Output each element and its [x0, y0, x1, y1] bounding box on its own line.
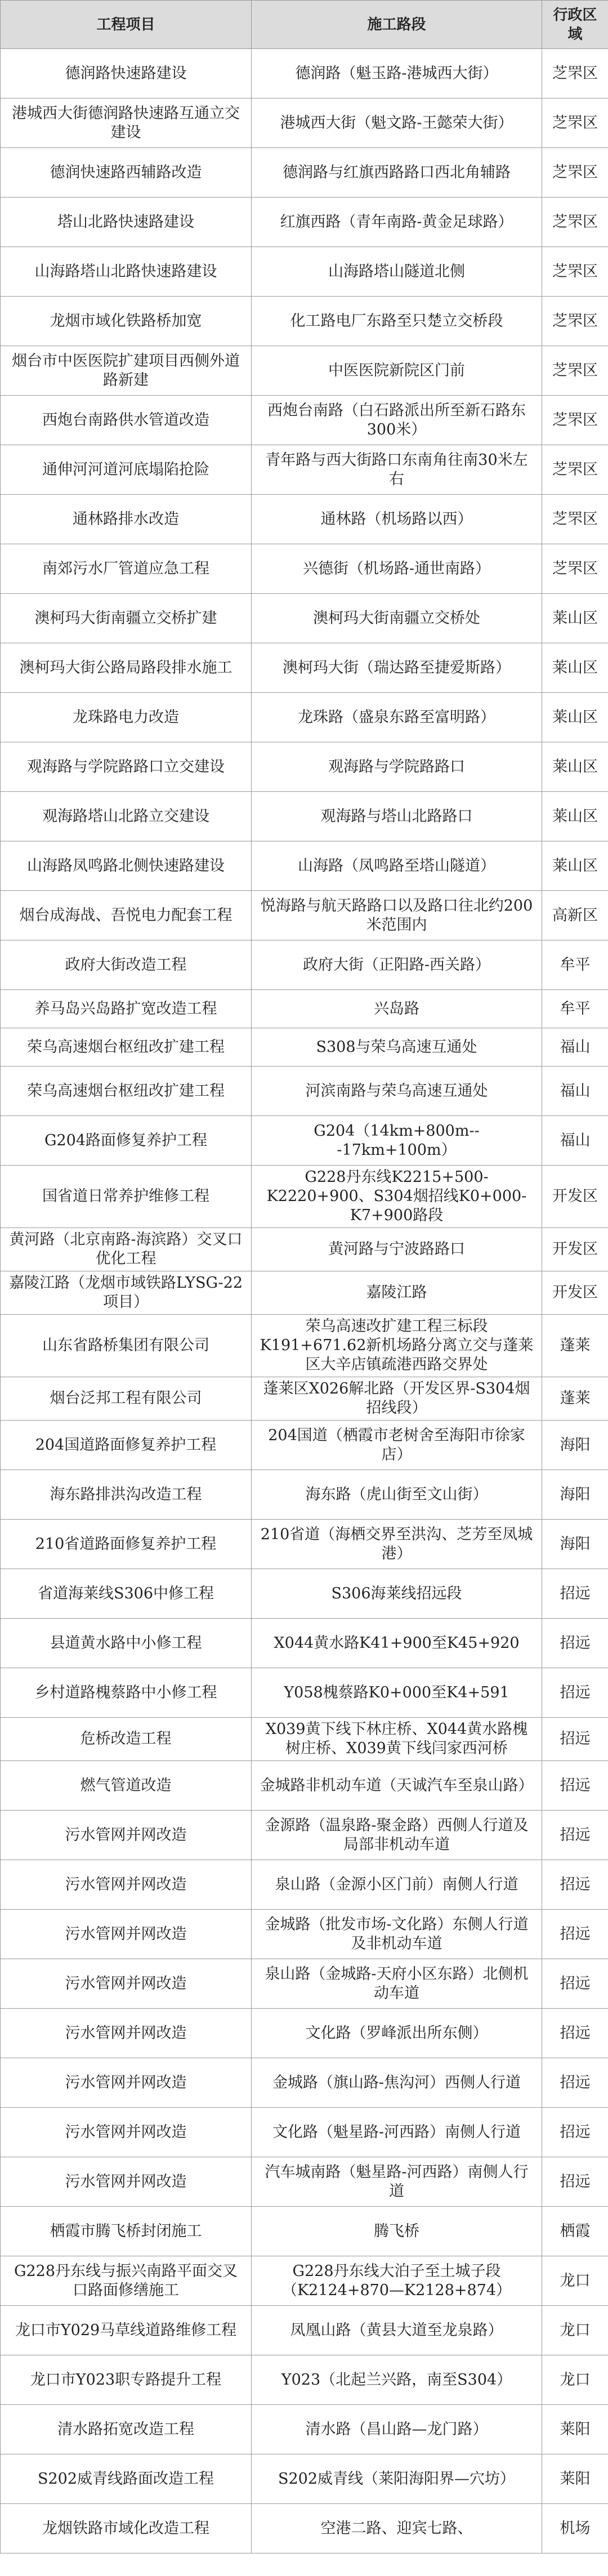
cell-project: 栖霞市腾飞桥封闭施工 [1, 2207, 252, 2256]
table-row [1, 148, 608, 198]
cell-district: 莱山区 [542, 742, 608, 792]
cell-project: 塔山北路快速路建设 [1, 198, 252, 247]
cell-district: 龙口 [542, 2256, 608, 2306]
cell-section: 204国道（栖霞市老树舍至海阳市徐家店） [252, 1421, 542, 1470]
cell-district: 莱山区 [542, 841, 608, 891]
cell-section: 西炮台南路（白石路派出所至新石路东300米） [252, 396, 542, 445]
cell-district: 芝罘区 [542, 148, 608, 198]
table-row [1, 1315, 608, 1377]
cell-project: 污水管网并网改造 [1, 2058, 252, 2108]
cell-district: 开发区 [542, 1228, 608, 1271]
cell-project: 污水管网并网改造 [1, 2009, 252, 2058]
cell-project: 危桥改造工程 [1, 1718, 252, 1761]
table-row [1, 247, 608, 297]
table-row [1, 2009, 608, 2058]
cell-district: 福山 [542, 1067, 608, 1116]
table-row [1, 1619, 608, 1668]
cell-district: 蓬莱 [542, 1377, 608, 1421]
table-row [1, 940, 608, 990]
cell-project: S202威青线路面改造工程 [1, 2454, 252, 2504]
table-row [1, 1959, 608, 2009]
table-row [1, 1166, 608, 1228]
table-row [1, 2108, 608, 2157]
table-row [1, 2207, 608, 2256]
cell-district: 招远 [542, 1619, 608, 1668]
cell-project: 204国道路面修复养护工程 [1, 1421, 252, 1470]
table-row [1, 1811, 608, 1860]
table-row [1, 1569, 608, 1619]
cell-section: G228丹东线K2215+500-K2220+900、S304烟招线K0+000-K7+900路段 [252, 1166, 542, 1228]
table-row [1, 2157, 608, 2207]
cell-project: 燃气管道改造 [1, 1761, 252, 1811]
cell-section: 观海路与塔山北路路口 [252, 792, 542, 841]
table-row [1, 891, 608, 940]
table-row [1, 2306, 608, 2355]
cell-project: 龙珠路电力改造 [1, 693, 252, 742]
table-row [1, 98, 608, 148]
table-row [1, 198, 608, 247]
cell-district: 招远 [542, 1668, 608, 1718]
table-row [1, 2454, 608, 2504]
cell-district: 芝罘区 [542, 49, 608, 98]
cell-section: 中医医院新院区门前 [252, 346, 542, 396]
table-row [1, 49, 608, 98]
cell-district: 福山 [542, 1116, 608, 1166]
cell-section: 凤凰山路（黄县大道至龙泉路） [252, 2306, 542, 2355]
cell-district: 芝罘区 [542, 247, 608, 297]
cell-project: 县道黄水路中小修工程 [1, 1619, 252, 1668]
cell-section: 龙珠路（盛泉东路至富明路） [252, 693, 542, 742]
cell-section: 悦海路与航天路路口以及路口往北约200米范围内 [252, 891, 542, 940]
cell-section: 清水路（昌山路—龙门路） [252, 2405, 542, 2454]
cell-district: 芝罘区 [542, 98, 608, 148]
table-row [1, 841, 608, 891]
table-row [1, 643, 608, 693]
table-body [1, 49, 608, 2553]
table-row [1, 297, 608, 346]
cell-project: 养马岛兴岛路扩宽改造工程 [1, 990, 252, 1028]
cell-project: 210省道路面修复养护工程 [1, 1520, 252, 1569]
cell-project: 清水路拓宽改造工程 [1, 2405, 252, 2454]
cell-project: 荣乌高速烟台枢纽改扩建工程 [1, 1067, 252, 1116]
cell-project: 通伸河河道河底塌陷抢险 [1, 445, 252, 495]
cell-project: 污水管网并网改造 [1, 1860, 252, 1910]
cell-project: 烟台泛邦工程有限公司 [1, 1377, 252, 1421]
cell-district: 龙口 [542, 2306, 608, 2355]
cell-district: 高新区 [542, 891, 608, 940]
table-row [1, 742, 608, 792]
cell-section: 港城西大街（魁文路-王懿荣大街） [252, 98, 542, 148]
table-row [1, 2405, 608, 2454]
cell-project: 政府大街改造工程 [1, 940, 252, 990]
cell-section: 化工路电厂东路至只楚立交桥段 [252, 297, 542, 346]
header-district: 行政区域 [542, 1, 608, 49]
cell-project: 龙口市Y023职专路提升工程 [1, 2355, 252, 2405]
cell-section: 澳柯玛大街（瑞达路至捷爱斯路） [252, 643, 542, 693]
cell-project: 乡村道路槐蔡路中小修工程 [1, 1668, 252, 1718]
cell-project: 烟台成海战、吾悦电力配套工程 [1, 891, 252, 940]
table-row [1, 792, 608, 841]
cell-section: 兴岛路 [252, 990, 542, 1028]
cell-project: 澳柯玛大街公路局路段排水施工 [1, 643, 252, 693]
cell-district: 莱山区 [542, 643, 608, 693]
table-row [1, 1761, 608, 1811]
cell-project: 龙烟铁路市域化改造工程 [1, 2504, 252, 2553]
cell-project: 省道海莱线S306中修工程 [1, 1569, 252, 1619]
cell-project: 山海路凤鸣路北侧快速路建设 [1, 841, 252, 891]
table-row [1, 594, 608, 643]
cell-section: 山海路（凤鸣路至塔山隧道） [252, 841, 542, 891]
cell-district: 芝罘区 [542, 396, 608, 445]
table-row [1, 1116, 608, 1166]
cell-project: 荣乌高速烟台枢纽改扩建工程 [1, 1028, 252, 1067]
cell-section: 河滨南路与荣乌高速互通处 [252, 1067, 542, 1116]
table-row [1, 990, 608, 1028]
cell-district: 海阳 [542, 1470, 608, 1520]
cell-section: 文化路（魁星路-河西路）南侧人行道 [252, 2108, 542, 2157]
cell-section: 泉山路（金城路-天府小区东路）北侧机动车道 [252, 1959, 542, 2009]
cell-section: 金城路（批发市场-文化路）东侧人行道及非机动车道 [252, 1910, 542, 1959]
cell-project: 德润路快速路建设 [1, 49, 252, 98]
cell-section: Y058槐蔡路K0+000至K4+591 [252, 1668, 542, 1718]
cell-project: 西炮台南路供水管道改造 [1, 396, 252, 445]
cell-section: 泉山路（金源小区门前）南侧人行道 [252, 1860, 542, 1910]
header-section: 施工路段 [252, 1, 542, 49]
table-row [1, 445, 608, 495]
cell-section: 兴德街（机场路-通世南路） [252, 544, 542, 594]
cell-project: 烟台市中医医院扩建项目西侧外道路新建 [1, 346, 252, 396]
cell-section: 汽车城南路（魁星路-河西路）南侧人行道 [252, 2157, 542, 2207]
cell-district: 开发区 [542, 1166, 608, 1228]
cell-project: 山海路塔山北路快速路建设 [1, 247, 252, 297]
cell-project: 龙烟市域化铁路桥加宽 [1, 297, 252, 346]
table-row [1, 1718, 608, 1761]
table-row [1, 1271, 608, 1315]
cell-district: 招远 [542, 2009, 608, 2058]
cell-district: 芝罘区 [542, 495, 608, 544]
cell-section: 山海路塔山隧道北侧 [252, 247, 542, 297]
table-row [1, 1228, 608, 1271]
cell-section: 德润路与红旗西路路口西北角辅路 [252, 148, 542, 198]
cell-section: 观海路与学院路路口 [252, 742, 542, 792]
cell-district: 福山 [542, 1028, 608, 1067]
cell-project: G228丹东线与振兴南路平面交叉口路面修缮施工 [1, 2256, 252, 2306]
cell-project: 澳柯玛大街南疆立交桥扩建 [1, 594, 252, 643]
cell-district: 招远 [542, 2058, 608, 2108]
cell-district: 招远 [542, 1910, 608, 1959]
cell-section: X039黄下线下林庄桥、X044黄水路槐树庄桥、X039黄下线闫家西河桥 [252, 1718, 542, 1761]
cell-project: 山东省路桥集团有限公司 [1, 1315, 252, 1377]
table-row [1, 1470, 608, 1520]
cell-district: 机场 [542, 2504, 608, 2553]
table-row [1, 544, 608, 594]
table-row [1, 1910, 608, 1959]
cell-section: 金源路（温泉路-聚金路）西侧人行道及局部非机动车道 [252, 1811, 542, 1860]
table-row [1, 1377, 608, 1421]
cell-section: 通林路（机场路以西） [252, 495, 542, 544]
table-row [1, 396, 608, 445]
cell-district: 招远 [542, 1959, 608, 2009]
cell-project: 国省道日常养护维修工程 [1, 1166, 252, 1228]
cell-district: 莱山区 [542, 792, 608, 841]
table-row [1, 2256, 608, 2306]
cell-section: 文化路（罗峰派出所东侧） [252, 2009, 542, 2058]
cell-project: 黄河路（北京南路-海滨路）交叉口优化工程 [1, 1228, 252, 1271]
cell-section: G204（14km+800m---17km+100m） [252, 1116, 542, 1166]
cell-district: 芝罘区 [542, 445, 608, 495]
cell-section: Y023（北起兰兴路，南至S304） [252, 2355, 542, 2405]
table-row [1, 2355, 608, 2405]
cell-section: S306海莱线招远段 [252, 1569, 542, 1619]
cell-district: 招远 [542, 2108, 608, 2157]
cell-district: 招远 [542, 1811, 608, 1860]
cell-district: 蓬莱 [542, 1315, 608, 1377]
cell-section: 蓬莱区X026解北路（开发区界-S304烟招线段） [252, 1377, 542, 1421]
header-project: 工程项目 [1, 1, 252, 49]
cell-district: 芝罘区 [542, 297, 608, 346]
cell-section: 金城路（旗山路-焦沟河）西侧人行道 [252, 2058, 542, 2108]
cell-district: 开发区 [542, 1271, 608, 1315]
cell-section: 金城路非机动车道（天诚汽车至泉山路） [252, 1761, 542, 1811]
cell-section: 澳柯玛大街南疆立交桥处 [252, 594, 542, 643]
cell-district: 海阳 [542, 1421, 608, 1470]
cell-district: 牟平 [542, 990, 608, 1028]
cell-district: 龙口 [542, 2355, 608, 2405]
cell-district: 芝罘区 [542, 346, 608, 396]
cell-district: 牟平 [542, 940, 608, 990]
cell-project: 观海路与学院路路口立交建设 [1, 742, 252, 792]
table-row [1, 1421, 608, 1470]
cell-project: 污水管网并网改造 [1, 2157, 252, 2207]
table-row [1, 1028, 608, 1067]
cell-section: 空港二路、迎宾七路、 [252, 2504, 542, 2553]
cell-section: S202威青线（莱阳海阳界—穴坊） [252, 2454, 542, 2504]
cell-district: 芝罘区 [542, 544, 608, 594]
cell-section: 荣乌高速改扩建工程三标段K191+671.62新机场路分离立交与蓬莱区大辛店镇疏港西路交界处 [252, 1315, 542, 1377]
cell-district: 莱阳 [542, 2405, 608, 2454]
cell-section: 海东路（虎山街至文山街） [252, 1470, 542, 1520]
cell-section: X044黄水路K41+900至K45+920 [252, 1619, 542, 1668]
table-row [1, 2504, 608, 2553]
cell-project: 海东路排洪沟改造工程 [1, 1470, 252, 1520]
cell-section: 210省道（海栖交界至洪沟、芝芳至凤城港） [252, 1520, 542, 1569]
table-row [1, 1668, 608, 1718]
table-row [1, 346, 608, 396]
cell-district: 莱阳 [542, 2454, 608, 2504]
cell-project: 污水管网并网改造 [1, 1811, 252, 1860]
table-row [1, 1067, 608, 1116]
cell-district: 栖霞 [542, 2207, 608, 2256]
cell-section: 政府大街（正阳路-西关路） [252, 940, 542, 990]
cell-section: 德润路（魁玉路-港城西大街） [252, 49, 542, 98]
cell-project: G204路面修复养护工程 [1, 1116, 252, 1166]
cell-section: G228丹东线大泊子至土城子段（K2124+870—K2128+874） [252, 2256, 542, 2306]
cell-project: 观海路塔山北路立交建设 [1, 792, 252, 841]
cell-district: 招远 [542, 2157, 608, 2207]
cell-district: 招远 [542, 1569, 608, 1619]
table-row [1, 693, 608, 742]
table-header-row [1, 1, 608, 49]
cell-district: 招远 [542, 1761, 608, 1811]
cell-section: 青年路与西大街路口东南角往南30米左右 [252, 445, 542, 495]
table-row [1, 1860, 608, 1910]
cell-section: 黄河路与宁波路路口 [252, 1228, 542, 1271]
cell-district: 招远 [542, 1718, 608, 1761]
table-row [1, 495, 608, 544]
cell-section: 腾飞桥 [252, 2207, 542, 2256]
cell-project: 龙口市Y029马草线道路维修工程 [1, 2306, 252, 2355]
cell-district: 莱山区 [542, 693, 608, 742]
cell-project: 德润快速路西辅路改造 [1, 148, 252, 198]
cell-project: 嘉陵江路（龙烟市域铁路LYSG-22项目） [1, 1271, 252, 1315]
cell-project: 污水管网并网改造 [1, 1959, 252, 2009]
table-row [1, 1520, 608, 1569]
cell-section: 红旗西路（青年南路-黄金足球路） [252, 198, 542, 247]
cell-district: 芝罘区 [542, 198, 608, 247]
cell-project: 污水管网并网改造 [1, 1910, 252, 1959]
cell-project: 污水管网并网改造 [1, 2108, 252, 2157]
cell-project: 港城西大街德润路快速路互通立交建设 [1, 98, 252, 148]
cell-district: 招远 [542, 1860, 608, 1910]
cell-project: 南郊污水厂管道应急工程 [1, 544, 252, 594]
cell-district: 海阳 [542, 1520, 608, 1569]
cell-section: 嘉陵江路 [252, 1271, 542, 1315]
cell-project: 通林路排水改造 [1, 495, 252, 544]
cell-section: S308与荣乌高速互通处 [252, 1028, 542, 1067]
table-row [1, 2058, 608, 2108]
cell-district: 莱山区 [542, 594, 608, 643]
